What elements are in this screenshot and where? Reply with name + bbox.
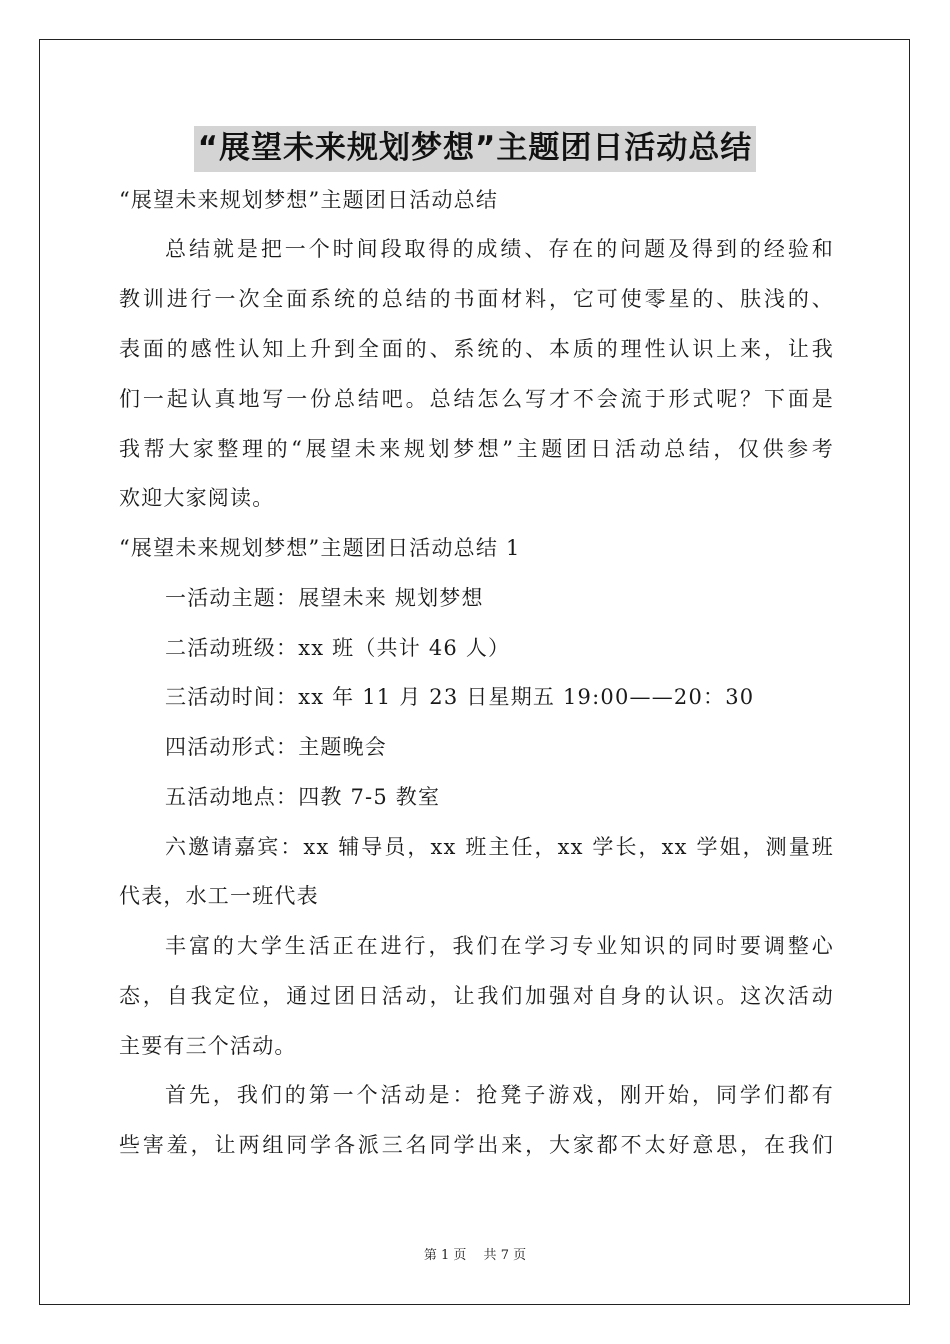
paragraph-line: 我帮大家整理的“展望未来规划梦想”主题团日活动总结，仅供参考 [119, 437, 834, 461]
page-footer: 第 1 页 共 7 页 [423, 1248, 527, 1263]
list-item: 四活动形式：主题晚会 [165, 735, 387, 759]
list-item-continued: 代表，水工一班代表 [119, 884, 319, 908]
list-item: 二活动班级：xx 班（共计 46 人） [165, 636, 511, 660]
page-border [39, 39, 910, 1305]
subtitle-line: “展望未来规划梦想”主题团日活动总结 [119, 188, 499, 212]
paragraph-line: 主要有三个活动。 [119, 1034, 297, 1058]
list-item: 五活动地点：四教 7-5 教室 [165, 785, 441, 809]
document-title: “展望未来规划梦想”主题团日活动总结 [194, 126, 757, 172]
paragraph-line: 些害羞，让两组同学各派三名同学出来，大家都不太好意思，在我们 [119, 1133, 834, 1157]
paragraph-line: 总结就是把一个时间段取得的成绩、存在的问题及得到的经验和 [165, 237, 834, 261]
paragraph-line: 首先，我们的第一个活动是：抢凳子游戏，刚开始，同学们都有 [165, 1083, 834, 1107]
paragraph-line: 们一起认真地写一份总结吧。总结怎么写才不会流于形式呢？下面是 [119, 387, 834, 411]
list-item: 三活动时间：xx 年 11 月 23 日星期五 19:00——20：30 [165, 685, 755, 709]
section-heading: “展望未来规划梦想”主题团日活动总结 1 [119, 536, 521, 560]
list-item: 六邀请嘉宾：xx 辅导员，xx 班主任，xx 学长，xx 学姐，测量班 [165, 835, 834, 859]
title-container [0, 126, 950, 172]
paragraph-line: 表面的感性认知上升到全面的、系统的、本质的理性认识上来，让我 [119, 337, 834, 361]
list-item: 一活动主题：展望未来 规划梦想 [165, 586, 484, 610]
paragraph-line: 欢迎大家阅读。 [119, 486, 275, 510]
paragraph-line: 丰富的大学生活正在进行，我们在学习专业知识的同时要调整心 [165, 934, 834, 958]
paragraph-line: 教训进行一次全面系统的总结的书面材料，它可使零星的、肤浅的、 [119, 287, 834, 311]
paragraph-line: 态，自我定位，通过团日活动，让我们加强对自身的认识。这次活动 [119, 984, 834, 1008]
